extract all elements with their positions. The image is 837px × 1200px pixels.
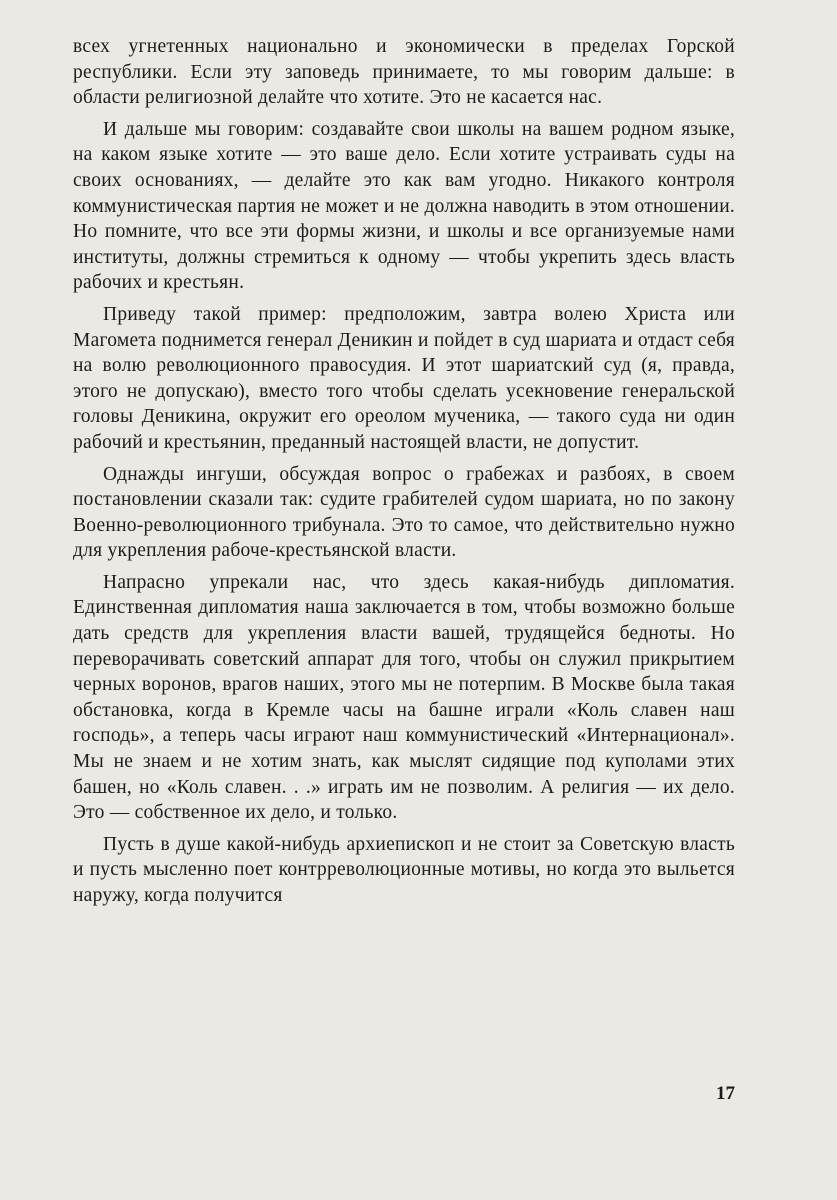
paragraph-denikin-example: Приведу такой пример: предположим, завтра волею Христа или Магомета поднимется генерал Деникин и пойдет в суд шариата и отдаст себя на волю революционного правосудия. И этот шариатский суд (я, правда, этого не допускаю), вместо того чтобы сделать усекновение генеральской головы Деникина, окружит его ореолом мученика, — такого суда ни один рабочий и крестьянин, преданный настоящей власти, не допустит.: [73, 303, 735, 453]
paragraph-diplomacy: Напрасно упрекали нас, что здесь какая-нибудь дипломатия. Единственная дипломатия наша заключается в том, чтобы возможно больше дать средств для укрепления власти вашей, трудящейся бедноты. Но переворачивать советский аппарат для того, чтобы он служил прикрытием черных воронов, врагов наших, этого мы не потерпим. В Москве была такая обстановка, когда в Кремле часы на башне играли «Коль славен наш господь», а теперь часы играют наш коммунистический «Интернационал». Мы не знаем и не хотим знать, как мыслят сидящие под куполами этих башен, но «Коль славен. . .» играть им не позволим. А религия — их дело. Это — собственное их дело, и только.: [73, 571, 735, 824]
body-text: [73, 34, 735, 915]
page-number: 17: [716, 1083, 735, 1104]
paragraph-ingush-decision: Однажды ингуши, обсуждая вопрос о грабежах и разбоях, в своем постановлении сказали так: судите грабителей судом шариата, но по закону Военно-революционного трибунала. Это то самое, что действительно нужно для укрепления рабоче-крестьянской власти.: [73, 463, 735, 562]
paragraph-schools-courts: И дальше мы говорим: создавайте свои школы на вашем родном языке, на каком языке хотите — это ваше дело. Если хотите устраивать суды на своих основаниях, — делайте это как вам угодно. Никакого контроля коммунистическая партия не может и не должна наводить в этом отношении. Но помните, что все эти формы жизни, и школы и все организуемые нами институты, должны стремиться к одному — чтобы укрепить здесь власть рабочих и крестьян.: [73, 118, 735, 294]
paragraph-archbishop: Пусть в душе какой-нибудь архиепископ и не стоит за Советскую власть и пусть мысленно поет контрреволюционные мотивы, но когда это выльется наружу, когда получится: [73, 833, 735, 906]
paragraph-continuation: всех угнетенных национально и экономически в пределах Горской республики. Если эту заповедь принимаете, то мы говорим дальше: в области религиозной делайте что хотите. Это не касается нас.: [73, 36, 735, 109]
